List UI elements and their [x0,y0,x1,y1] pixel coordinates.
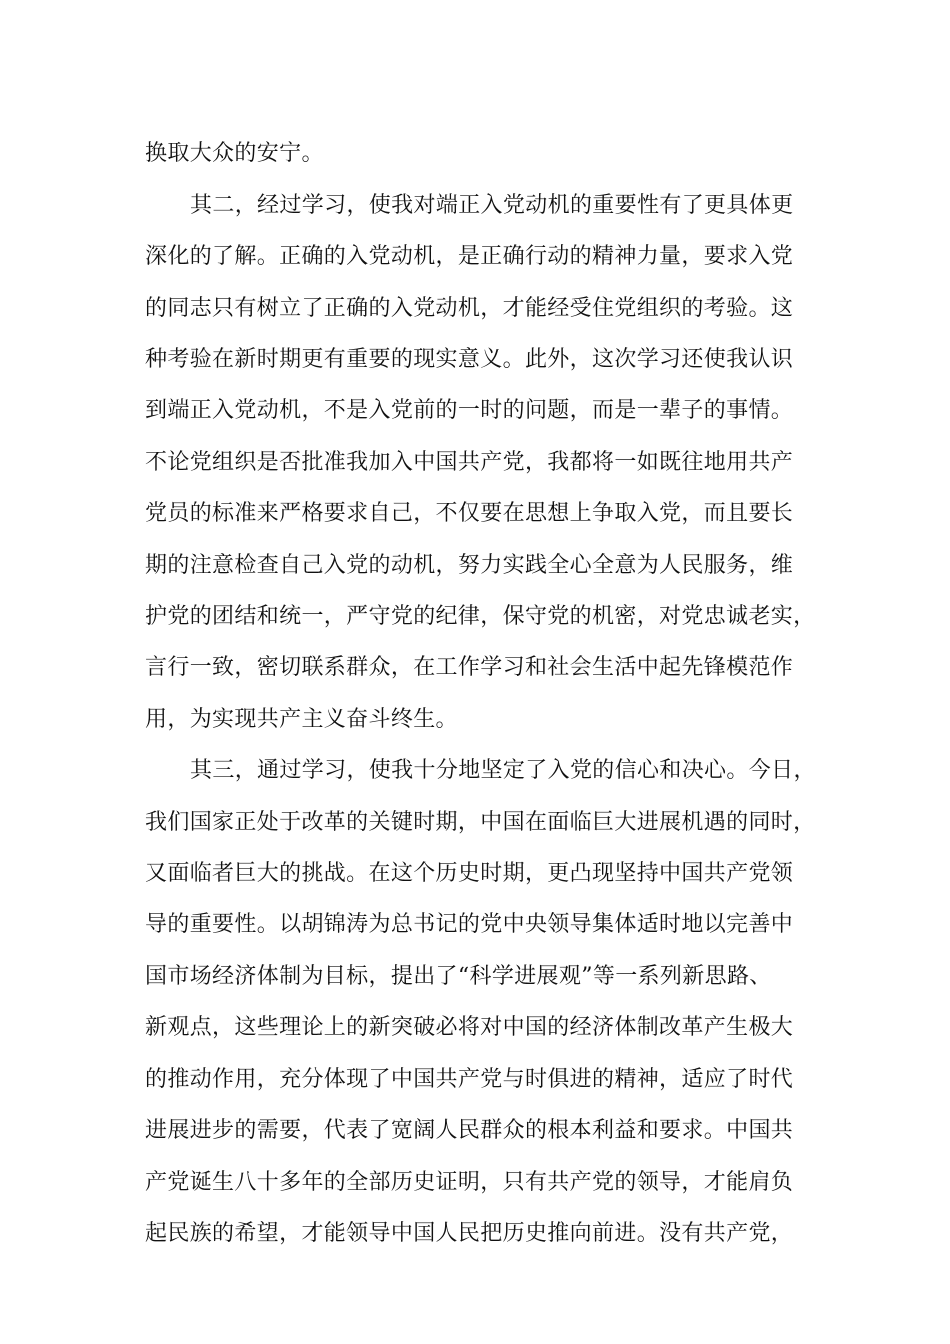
text-line: 言行一致，密切联系群众，在工作学习和社会生活中起先锋模范作 [145,655,794,680]
text-line: 的同志只有树立了正确的入党动机，才能经受住党组织的考验。这 [145,296,794,321]
text-line: 党员的标准来严格要求自己，不仅要在思想上争取入党，而且要长 [145,501,794,526]
text-line: 用，为实现共产主义奋斗终生。 [145,707,458,732]
text-line: 国市场经济体制为目标，提出了“科学进展观”等一系列新思路、 [145,964,772,989]
text-line: 新观点，这些理论上的新突破必将对中国的经济体制改革产生极大 [145,1015,794,1040]
text-line: 深化的了解。正确的入党动机，是正确行动的精神力量，要求入党 [145,244,794,269]
text-line: 起民族的希望，才能领导中国人民把历史推向前进。没有共产党， [145,1221,794,1246]
text-line: 换取大众的安宁。 [145,141,324,166]
text-line: 进展进步的需要，代表了宽阔人民群众的根本利益和要求。中国共 [145,1118,794,1143]
text-line: 我们国家正处于改革的关键时期，中国在面临巨大进展机遇的同时， [145,810,816,835]
paragraph-start-line: 其三，通过学习，使我十分地坚定了入党的信心和决心。今日， [190,758,816,783]
text-line: 产党诞生八十多年的全部历史证明，只有共产党的领导，才能肩负 [145,1170,794,1195]
text-line: 期的注意检查自己入党的动机，努力实践全心全意为人民服务，维 [145,553,794,578]
text-line: 护党的团结和统一，严守党的纪律，保守党的机密，对党忠诚老实， [145,604,816,629]
text-line: 的推动作用，充分体现了中国共产党与时俱进的精神，适应了时代 [145,1067,794,1092]
text-line: 不论党组织是否批准我加入中国共产党，我都将一如既往地用共产 [145,450,794,475]
text-line: 又面临者巨大的挑战。在这个历史时期，更凸现坚持中国共产党领 [145,861,794,886]
text-line: 种考验在新时期更有重要的现实意义。此外，这次学习还使我认识 [145,347,794,372]
paragraph-start-line: 其二，经过学习，使我对端正入党动机的重要性有了更具体更 [190,193,794,218]
text-line: 导的重要性。以胡锦涛为总书记的党中央领导集体适时地以完善中 [145,912,794,937]
text-line: 到端正入党动机，不是入党前的一时的问题，而是一辈子的事情。 [145,398,794,423]
